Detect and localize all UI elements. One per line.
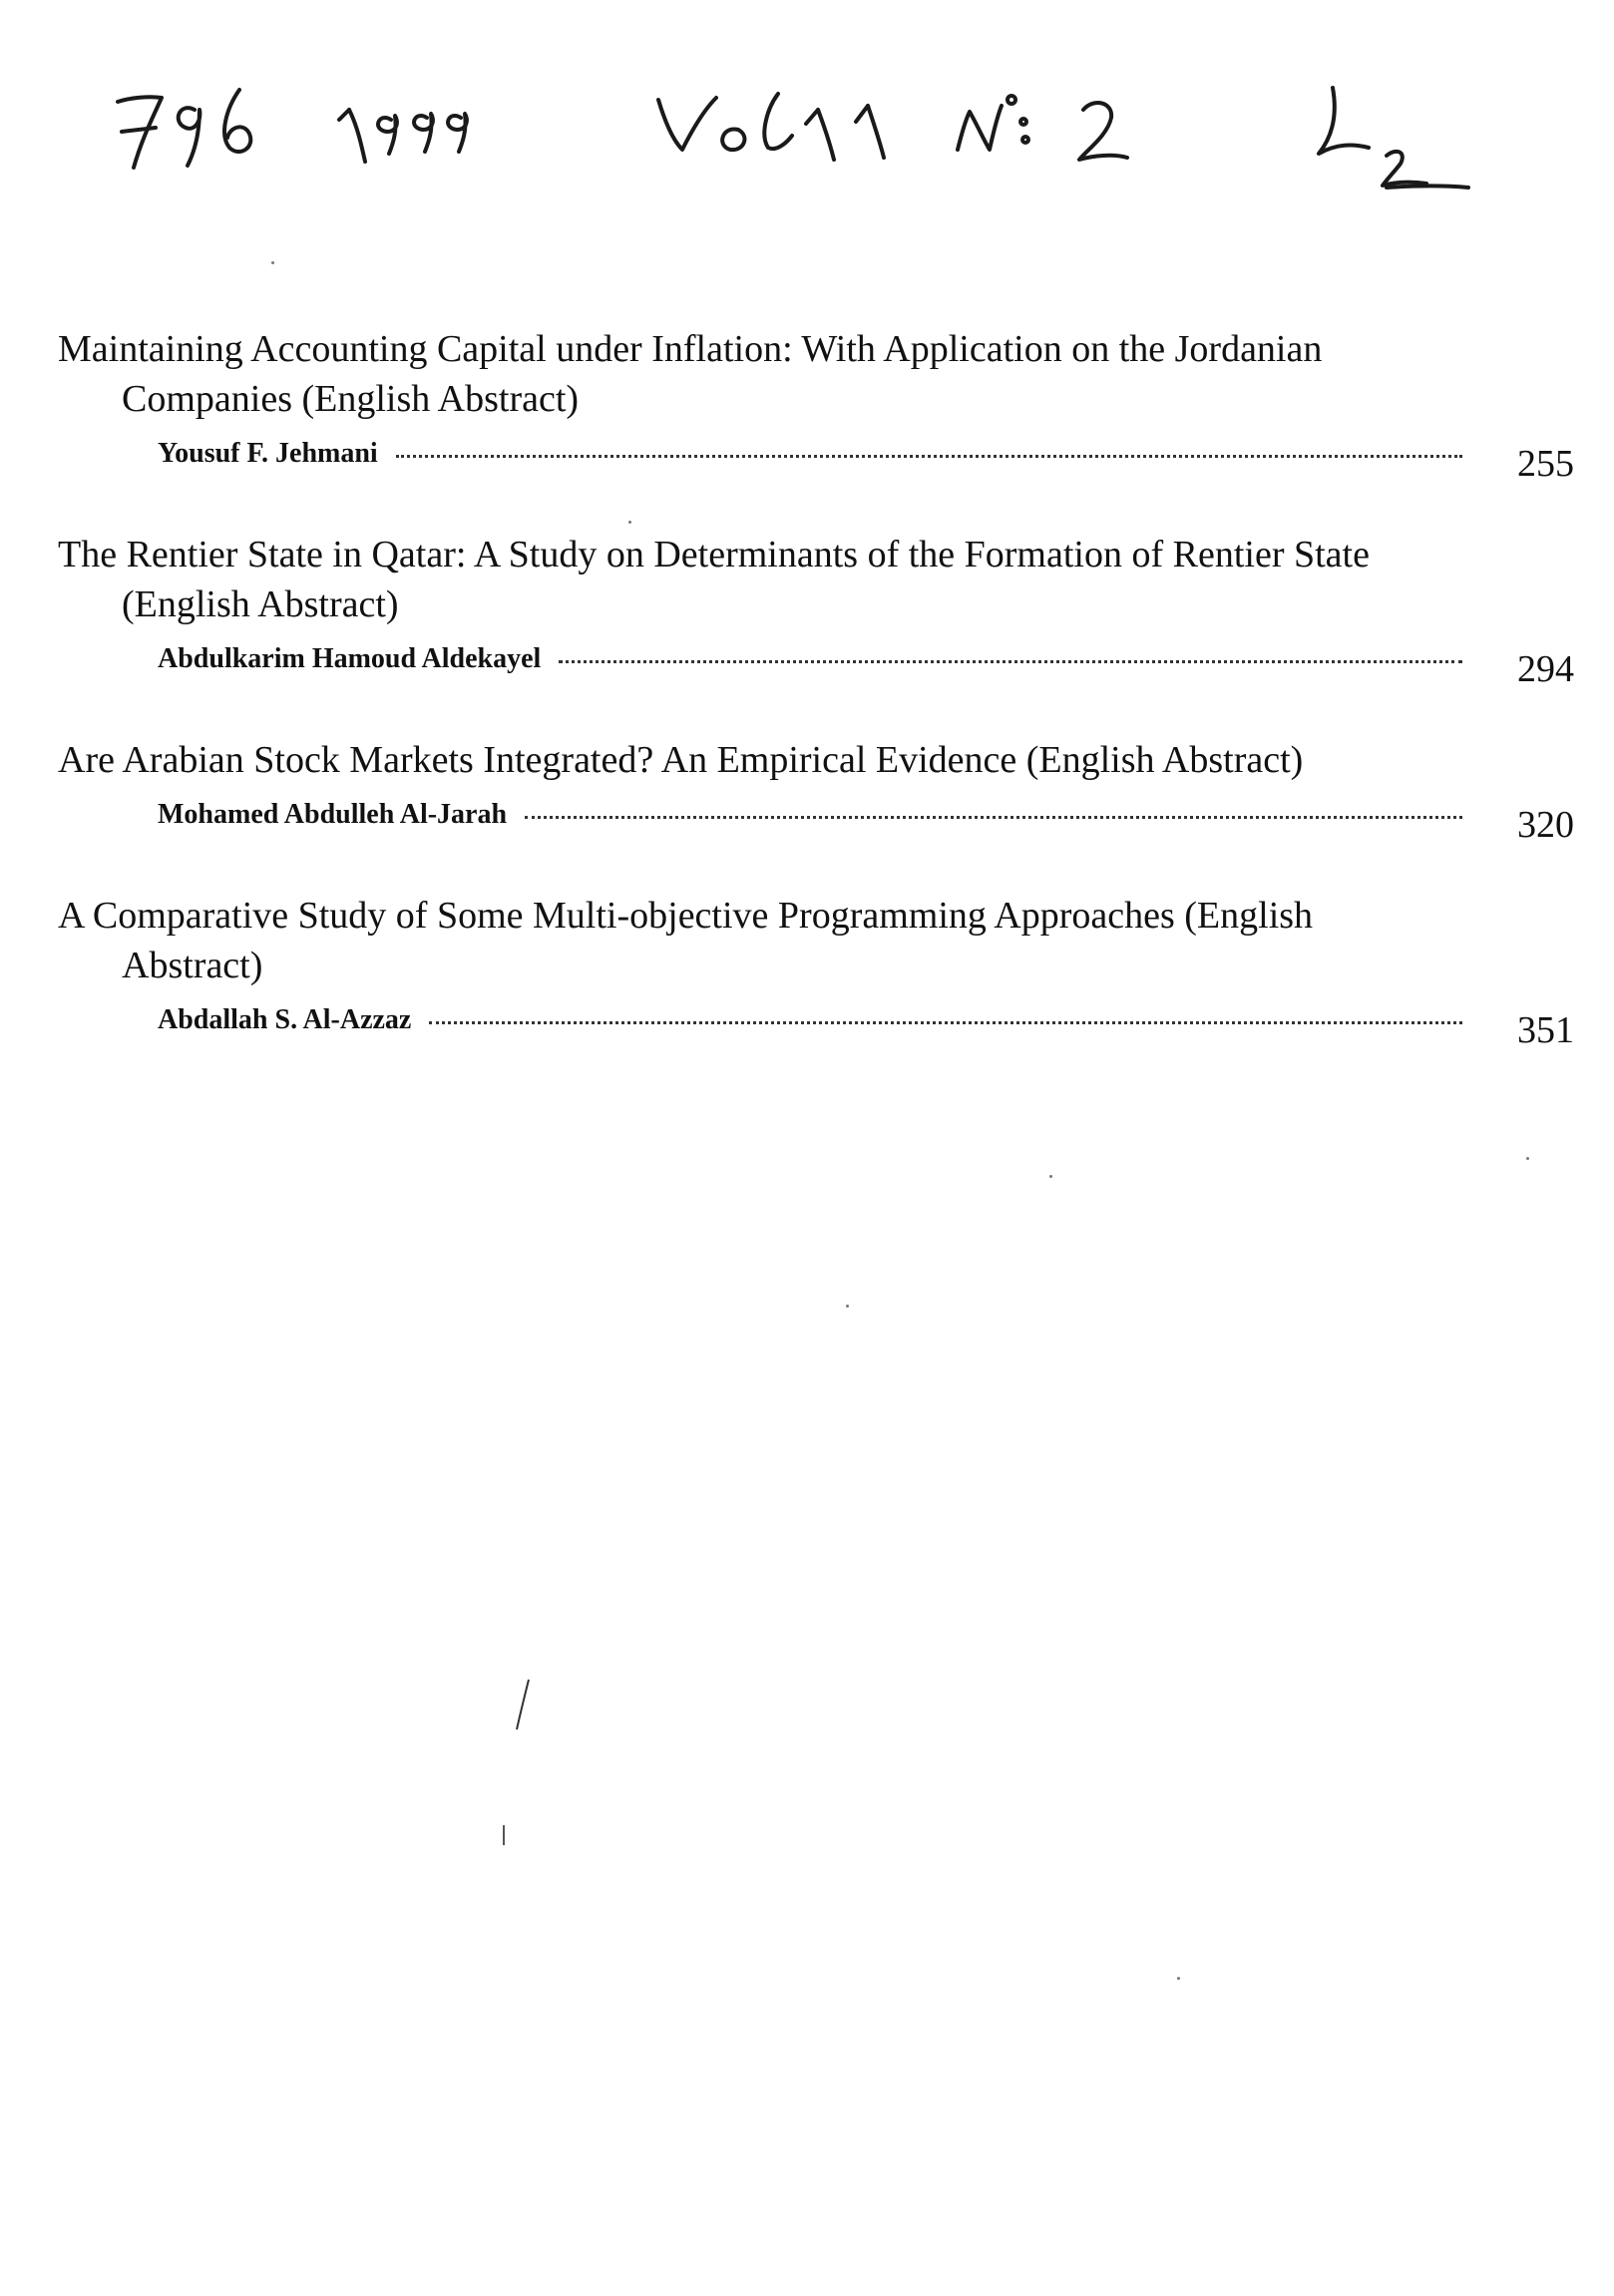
- toc-entry: [58, 735, 1574, 845]
- article-title: Maintaining Accounting Capital under Inflation: With Application on the Jordanian Companies (English Abstract): [58, 328, 1323, 420]
- article-author: Mohamed Abdulleh Al-Jarah: [158, 799, 508, 830]
- dot-leader: [559, 660, 1462, 663]
- scan-speck: [1049, 1175, 1052, 1178]
- dot-leader: [396, 455, 1462, 458]
- scan-speck: [271, 261, 274, 264]
- scan-speck: [1177, 1977, 1180, 1980]
- dot-leader: [429, 1021, 1462, 1024]
- article-title: The Rentier State in Qatar: A Study on Determinants of the Formation of Rentier State (English Abstract): [58, 534, 1370, 625]
- author-row: [58, 428, 1574, 484]
- page-number: 351: [1517, 1009, 1574, 1051]
- article-title: A Comparative Study of Some Multi-objective Programming Approaches (English Abstract): [58, 895, 1314, 986]
- scan-speck: [846, 1305, 849, 1308]
- page-number: 294: [1517, 648, 1574, 690]
- stray-pen-mark: [509, 1676, 539, 1735]
- handwritten-annotation: [100, 40, 1496, 219]
- article-title: Are Arabian Stock Markets Integrated? An Empirical Evidence (English Abstract): [58, 739, 1304, 781]
- toc-entry: [58, 530, 1574, 689]
- table-of-contents: [58, 324, 1574, 1096]
- scan-speck: [1526, 1157, 1529, 1160]
- scan-speck: [628, 521, 631, 524]
- author-row: [58, 633, 1574, 689]
- article-author: Yousuf F. Jehmani: [158, 438, 378, 469]
- toc-entry: [58, 324, 1574, 484]
- page-number: 255: [1517, 443, 1574, 485]
- dot-leader: [525, 816, 1462, 819]
- stray-pen-mark: [499, 1823, 509, 1847]
- page-number: 320: [1517, 804, 1574, 846]
- toc-entry: [58, 891, 1574, 1050]
- author-row: [58, 789, 1574, 845]
- article-author: Abdallah S. Al-Azzaz: [158, 1004, 412, 1035]
- handwriting-drawing: [100, 40, 1496, 219]
- article-author: Abdulkarim Hamoud Aldekayel: [158, 643, 542, 674]
- author-row: [58, 994, 1574, 1050]
